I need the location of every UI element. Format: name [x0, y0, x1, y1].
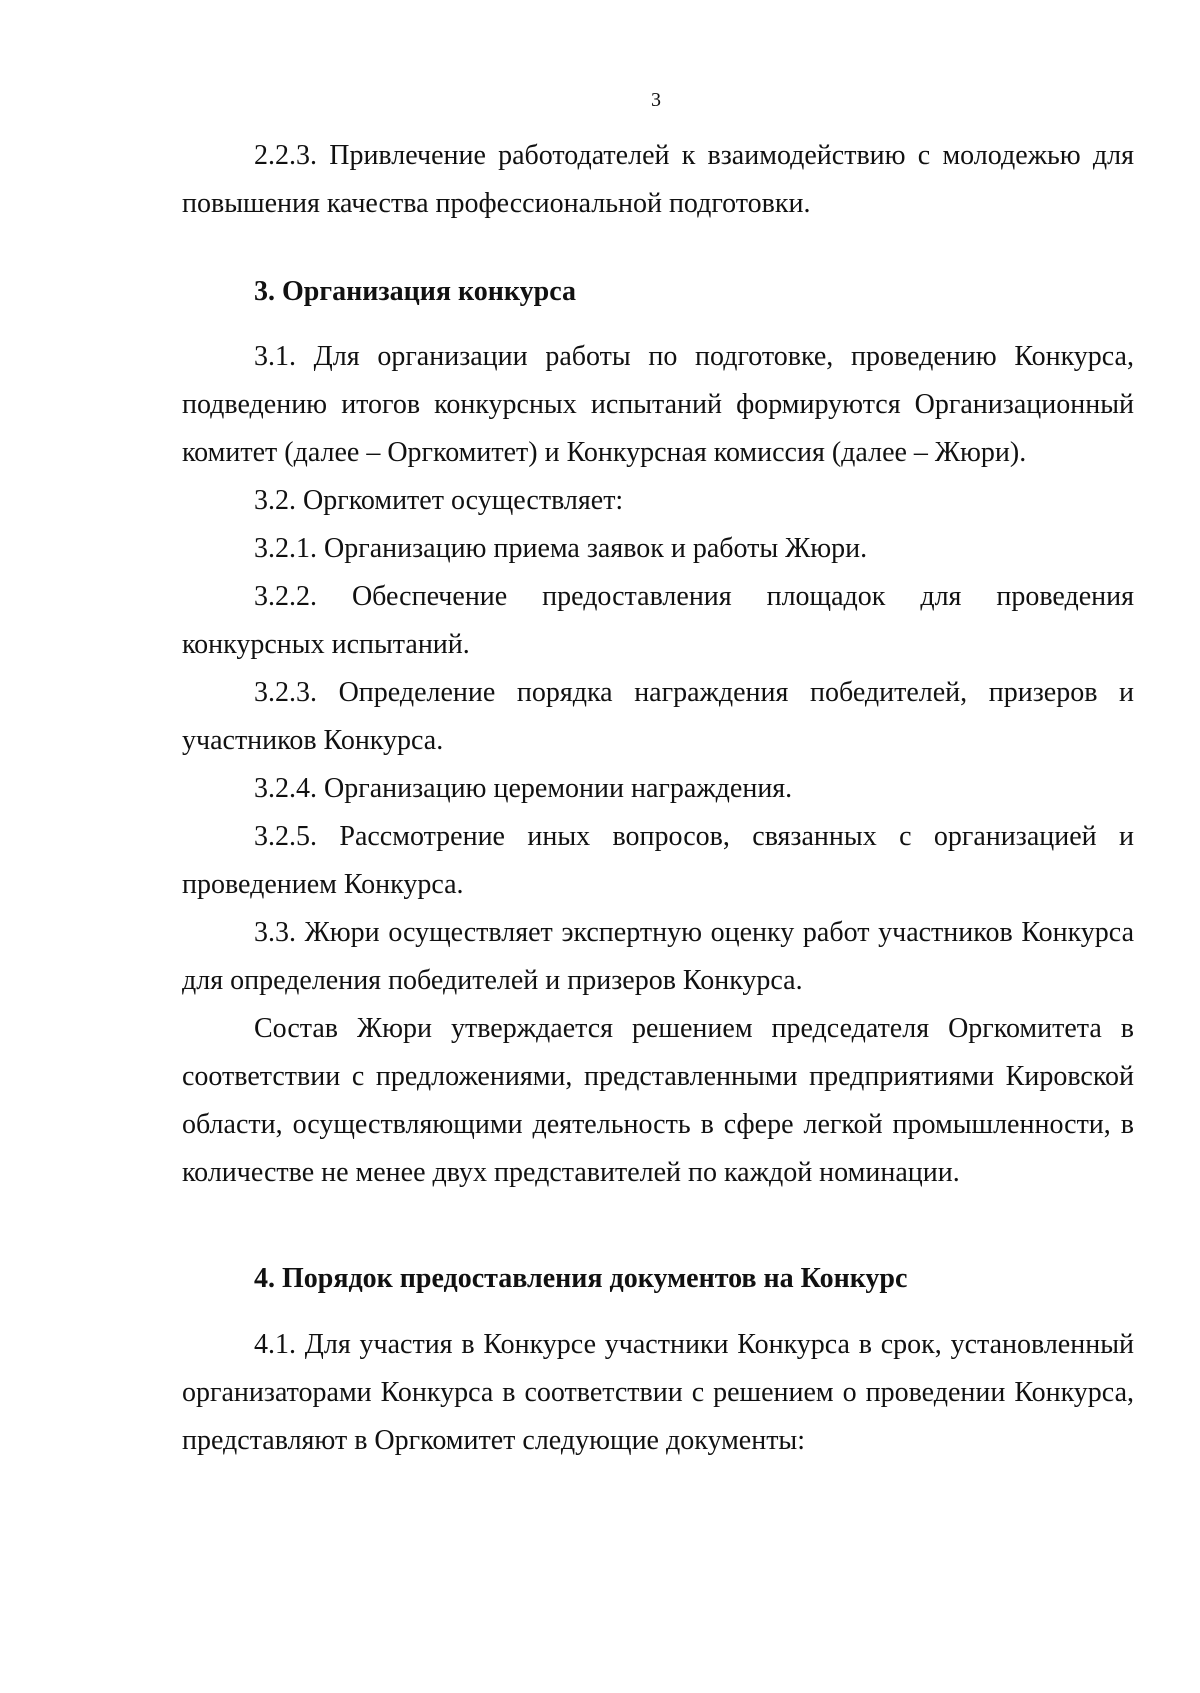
spacer [182, 1197, 1134, 1255]
spacer [182, 1303, 1134, 1321]
page-number: 3 [651, 89, 661, 111]
paragraph-3-2-1: 3.2.1. Организацию приема заявок и работы Жюри. [254, 533, 868, 564]
paragraph-4-1: 4.1. Для участия в Конкурсе участники Конкурса в срок, установленный организаторами Конкурса в соответствии с решением о проведении Конкурса, представляют в Оргкомитет следующие документы: [182, 1329, 1134, 1456]
paragraph-3-2-3: 3.2.3. Определение порядка награждения победителей, призеров и участников Конкурса. [182, 677, 1134, 756]
section-heading-3: 3. Организация конкурса [254, 276, 576, 307]
paragraph-3-2-5: 3.2.5. Рассмотрение иных вопросов, связанных с организацией и проведением Конкурса. [182, 821, 1134, 900]
section-heading-4: 4. Порядок предоставления документов на Конкурс [254, 1263, 908, 1294]
spacer [182, 228, 1134, 268]
spacer [182, 316, 1134, 333]
paragraph-3-2: 3.2. Оргкомитет осуществляет: [254, 485, 624, 516]
paragraph-3-2-4: 3.2.4. Организацию церемонии награждения. [254, 773, 793, 804]
document-body [182, 132, 1134, 1465]
paragraph-3-2-2: 3.2.2. Обеспечение предоставления площадок для проведения конкурсных испытаний. [182, 581, 1134, 660]
paragraph-3-3: 3.3. Жюри осуществляет экспертную оценку работ участников Конкурса для определения победителей и призеров Конкурса. [182, 917, 1134, 996]
paragraph-jury-composition: Состав Жюри утверждается решением председателя Оргкомитета в соответствии с предложениями, представленными предприятиями Кировской области, осуществляющими деятельность в сфере легкой промышленности, в количестве не менее двух представителей по каждой номинации. [182, 1013, 1134, 1188]
paragraph-3-1: 3.1. Для организации работы по подготовке, проведению Конкурса, подведению итогов конкурсных испытаний формируются Организационный комитет (далее – Оргкомитет) и Конкурсная комиссия (далее – Жюри). [182, 341, 1134, 468]
paragraph-2-2-3: 2.2.3. Привлечение работодателей к взаимодействию с молодежью для повышения качества профессиональной подготовки. [182, 140, 1134, 219]
